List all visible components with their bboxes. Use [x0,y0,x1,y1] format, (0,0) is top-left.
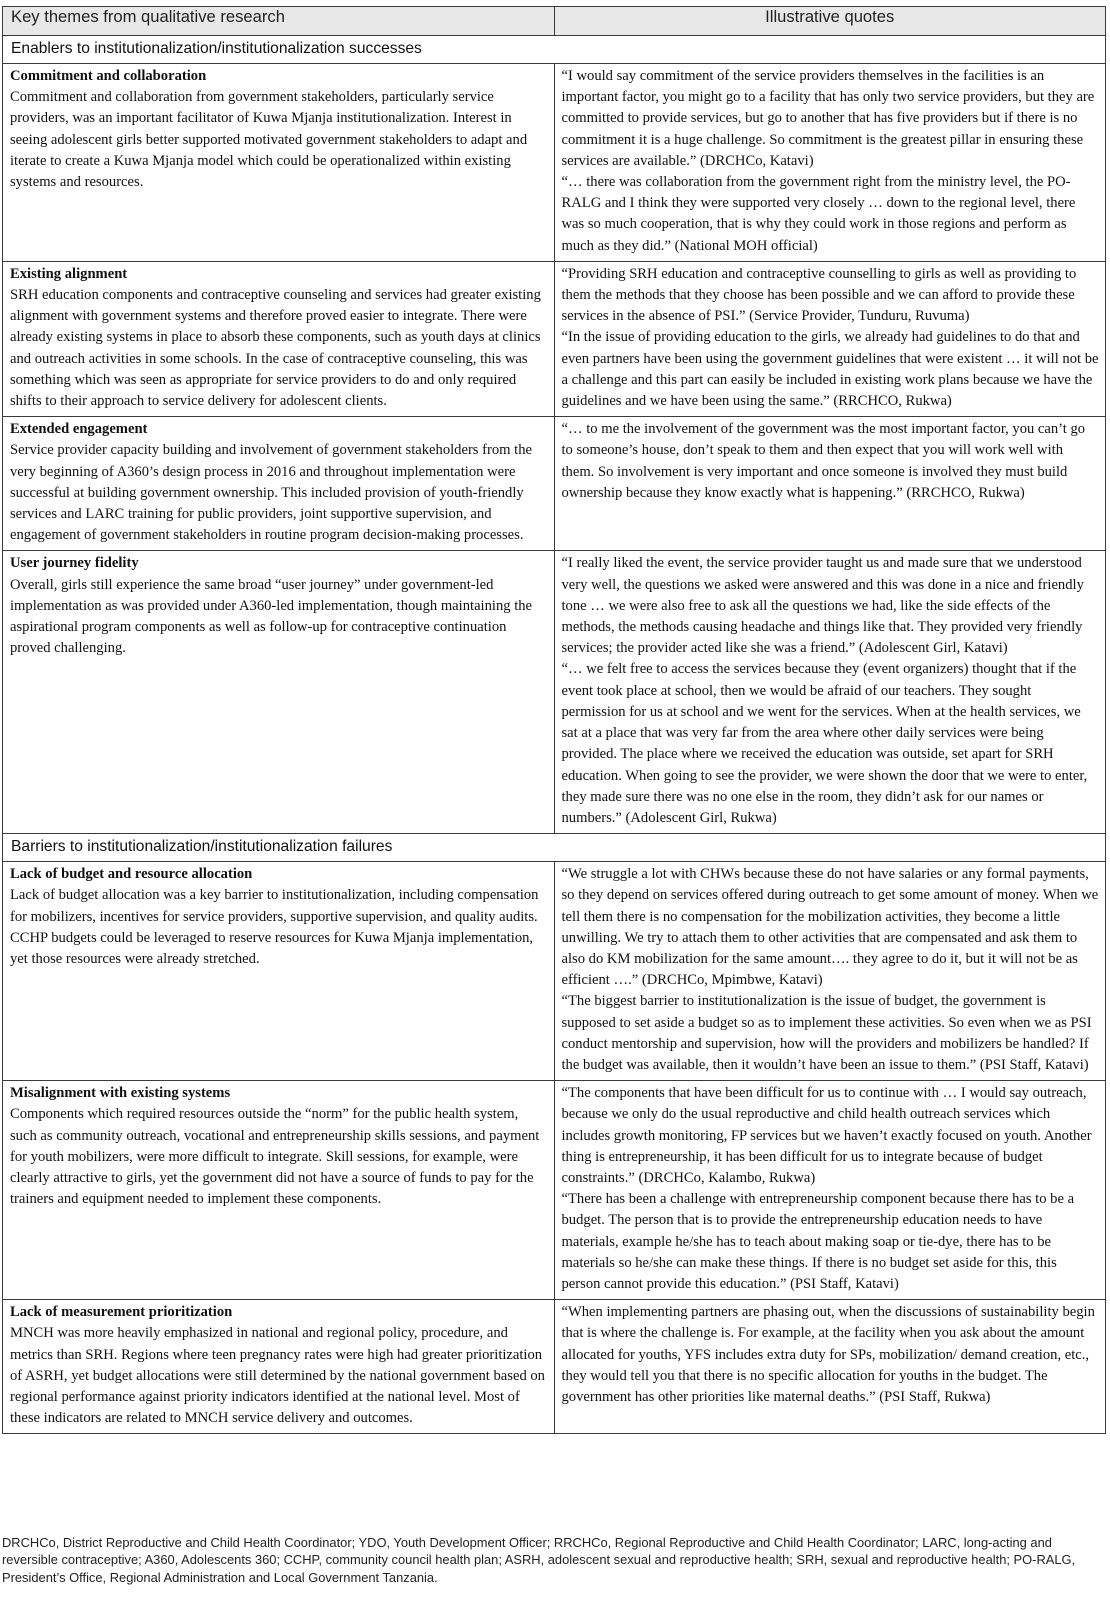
theme-title: Lack of budget and resource allocation [10,866,253,883]
quote: “… there was collaboration from the government right from the ministry level, the PO-RALG and I think they were supported very closely … down to the regional level, there was so much cooperation, that is why they could work in those regions and perform as much as they did.” (National MOH official) [561,174,1076,254]
theme-description: Commitment and collaboration from government stakeholders, particularly service providers, was an important facilitator of Kuwa Mjanja institutionalization. Interest in seeing adolescent girls better supported motivated government stakeholders to adapt and iterate to create a Kuwa Mjanja model which could be operationalized within existing systems and resources. [10,89,528,191]
quotes-cell [554,64,1106,262]
themes-table [2,6,1106,1434]
header-illustrative-quotes: Illustrative quotes [554,7,1106,36]
quote: “… we felt free to access the services because they (event organizers) thought that if the event took place at school, then we would be afraid of our teachers. They sought permission for us at school and we went for the services. When at the health services, we sat at a place that was very far from the area where other daily services were being provided. The place where we received the education was outside, set apart for SRH education. When going to see the provider, we were shown the door that we were to enter, they made sure there was no one else in the room, they didn’t ask for our names or numbers.” (Adolescent Girl, Rukwa) [561,661,1088,826]
quotes-cell [554,862,1106,1081]
theme-description: Service provider capacity building and involvement of government stakeholders from the very beginning of A360’s design process in 2016 and throughout implementation were successful at building government ownership. This included provision of youth-friendly services and LARC training for public providers, joint supportive supervision, and engagement of government stakeholders in routine program decision-making processes. [10,442,532,544]
theme-description: Overall, girls still experience the same broad “user journey” under government-led implementation as was provided under A360-led implementation, though maintaining the aspirational program components as well as follow-up for contraceptive continuation proved challenging. [10,576,533,657]
table-row [3,551,1106,834]
theme-cell [3,417,555,551]
theme-cell [3,261,555,416]
header-row [3,7,1106,36]
theme-cell [3,862,555,1081]
theme-cell [3,551,555,834]
table-row [3,261,1106,416]
theme-title: Commitment and collaboration [10,68,207,84]
quote: “There has been a challenge with entrepreneurship component because there has to be a budget. The person that is to provide the entrepreneurship education needs to have materials, example he/she has to teach about making soap or tie-dye, there has to be materials so he/she can make these things. If there is no budget set aside for this, this person cannot provide this education.” (PSI Staff, Katavi) [561,1191,1075,1292]
table-container [2,6,1106,1434]
quote: “Providing SRH education and contraceptive counselling to girls as well as providing to them the methods that they choose has been possible and we can afford to provide these services in the absence of PSI.” (Service Provider, Tunduru, Ruvuma) [561,265,1077,325]
quote: “The biggest barrier to institutionalization is the issue of budget, the government is supposed to set aside a budget so as to implement these activities. So even when we as PSI conduct mentorship and supervision, how will the providers and mobilizers be handled? If the budget was available, then it wouldn’t have been an issue to them.” (PSI Staff, Katavi) [561,993,1092,1073]
quotes-cell [554,261,1106,416]
table-row [3,862,1106,1081]
theme-title: User journey fidelity [10,555,139,572]
section-row-enablers [3,36,1106,64]
quote: “When implementing partners are phasing out, when the discussions of sustainability begin that is where the challenge is. For example, at the facility when you ask about the amount allocated for youths, YFS includes extra duty for SPs, mobilization/ demand creation, etc., they would tell you that there is no specific allocation for youths in the budget. The government has other priorities like maternal deaths.” (PSI Staff, Rukwa) [561,1304,1095,1405]
quote: “The components that have been difficult for us to continue with … I would say outreach, because we only do the usual reproductive and child health outreach services which includes growth monitoring, FP services but we haven’t exactly focused on youth. Another thing is entrepreneurship, it has been difficult for us to integrate because of budget constraints.” (DRCHCo, Kalambo, Rukwa) [561,1085,1092,1186]
theme-description: SRH education components and contraceptive counseling and services had greater existing alignment with government systems and therefore proved easier to integrate. There were already existing systems in place to absorb these components, such as youth days at clinics and outreach activities in some schools. In the case of contraceptive counseling, this was something which was seen as appropriate for service providers to do and only required shifts to their approach to service delivery for adolescent clients. [10,287,541,410]
theme-title: Extended engagement [10,421,148,438]
quote: “… to me the involvement of the government was the most important factor, you can’t go to someone’s house, don’t speak to them and then expect that you will work well with them. So involvement is very important and once someone is involved they must build ownership because they know exactly what is happening.” (RRCHCO, Rukwa) [561,421,1086,501]
table-footnote: DRCHCo, District Reproductive and Child Health Coordinator; YDO, Youth Development Officer; RRCHCo, Regional Reproductive and Child Health Coordinator; LARC, long-acting and reversible contraceptive; A360, Adolescents 360; CCHP, community council health plan; ASRH, adolescent sexual and reproductive health; SRH, sexual and reproductive health; PO-RALG, President’s Office, Regional Administration and Local Government Tanzania. [2,1535,1076,1585]
theme-description: Components which required resources outside the “norm” for the public health system, such as community outreach, vocational and entrepreneurship skills sessions, and payment for youth mobilizers, were more difficult to integrate. Skill sessions, for example, were clearly attractive to girls, yet the government did not have a source of funds to pay for the trainers and equipment needed to implement these components. [10,1106,540,1208]
theme-title: Misalignment with existing systems [10,1085,231,1102]
quotes-cell [554,1300,1106,1434]
table-row [3,1300,1106,1434]
table-row [3,1081,1106,1300]
theme-cell [3,1081,555,1300]
quote: “In the issue of providing education to the girls, we already had guidelines to do that and even partners have been using the government guidelines that were existent … it will not be a challenge and this part can easily be included in existing work plans because we have the guidelines and we have been using the same.” (RRCHCO, Rukwa) [561,329,1099,410]
theme-title: Lack of measurement prioritization [10,1304,233,1321]
section-title: Enablers to institutionalization/institutionalization successes [3,36,1106,64]
quote: “We struggle a lot with CHWs because these do not have salaries or any formal payments, so they depend on services offered during outreach to get some amount of money. When we tell them there is no compensation for the mobilization activities, they become a little unwilling. We try to attach them to other activities that are compensated and ask them to also do KM mobilization for the same amount…. they agree to do it, but it will not be as efficient ….” (DRCHCo, Mpimbwe, Katavi) [561,866,1099,989]
theme-cell [3,1300,555,1434]
quote: “I would say commitment of the service providers themselves in the facilities is an important factor, you might go to a facility that has only two service providers, but they are committed to provide services, but go to another that has five providers but if there is no commitment it is a huge challenge. So commitment is the greatest pillar in ensuring these services are available.” (DRCHCo, Katavi) [561,68,1095,169]
quotes-cell [554,1081,1106,1300]
quote: “I really liked the event, the service provider taught us and made sure that we understood very well, the questions we asked were answered and this was done in a nice and friendly tone … we were also free to ask all the questions we had, like the side effects of the methods, the methods causing headache and things like that. They provided very friendly services; the provider acted like she was a friend.” (Adolescent Girl, Katavi) [561,555,1084,657]
theme-title: Existing alignment [10,265,128,282]
table-row [3,64,1106,262]
section-title: Barriers to institutionalization/institutionalization failures [3,834,1106,862]
quotes-cell [554,417,1106,551]
theme-cell [3,64,555,262]
theme-description: MNCH was more heavily emphasized in national and regional policy, procedure, and metrics than SRH. Regions where teen pregnancy rates were high had greater prioritization of ASRH, yet budget allocations were still determined by the national government based on regional performance against priority indicators identified at the national level. Most of these indicators are related to MNCH service delivery and outcomes. [10,1325,545,1427]
table-row [3,417,1106,551]
theme-description: Lack of budget allocation was a key barrier to institutionalization, including compensation for mobilizers, incentives for service providers, supportive supervision, and quality audits. CCHP budgets could be leveraged to reserve resources for Kuwa Mjanja implementation, yet those resources were already stretched. [10,887,539,967]
section-row-barriers [3,834,1106,862]
header-key-themes: Key themes from qualitative research [3,7,555,36]
quotes-cell [554,551,1106,834]
